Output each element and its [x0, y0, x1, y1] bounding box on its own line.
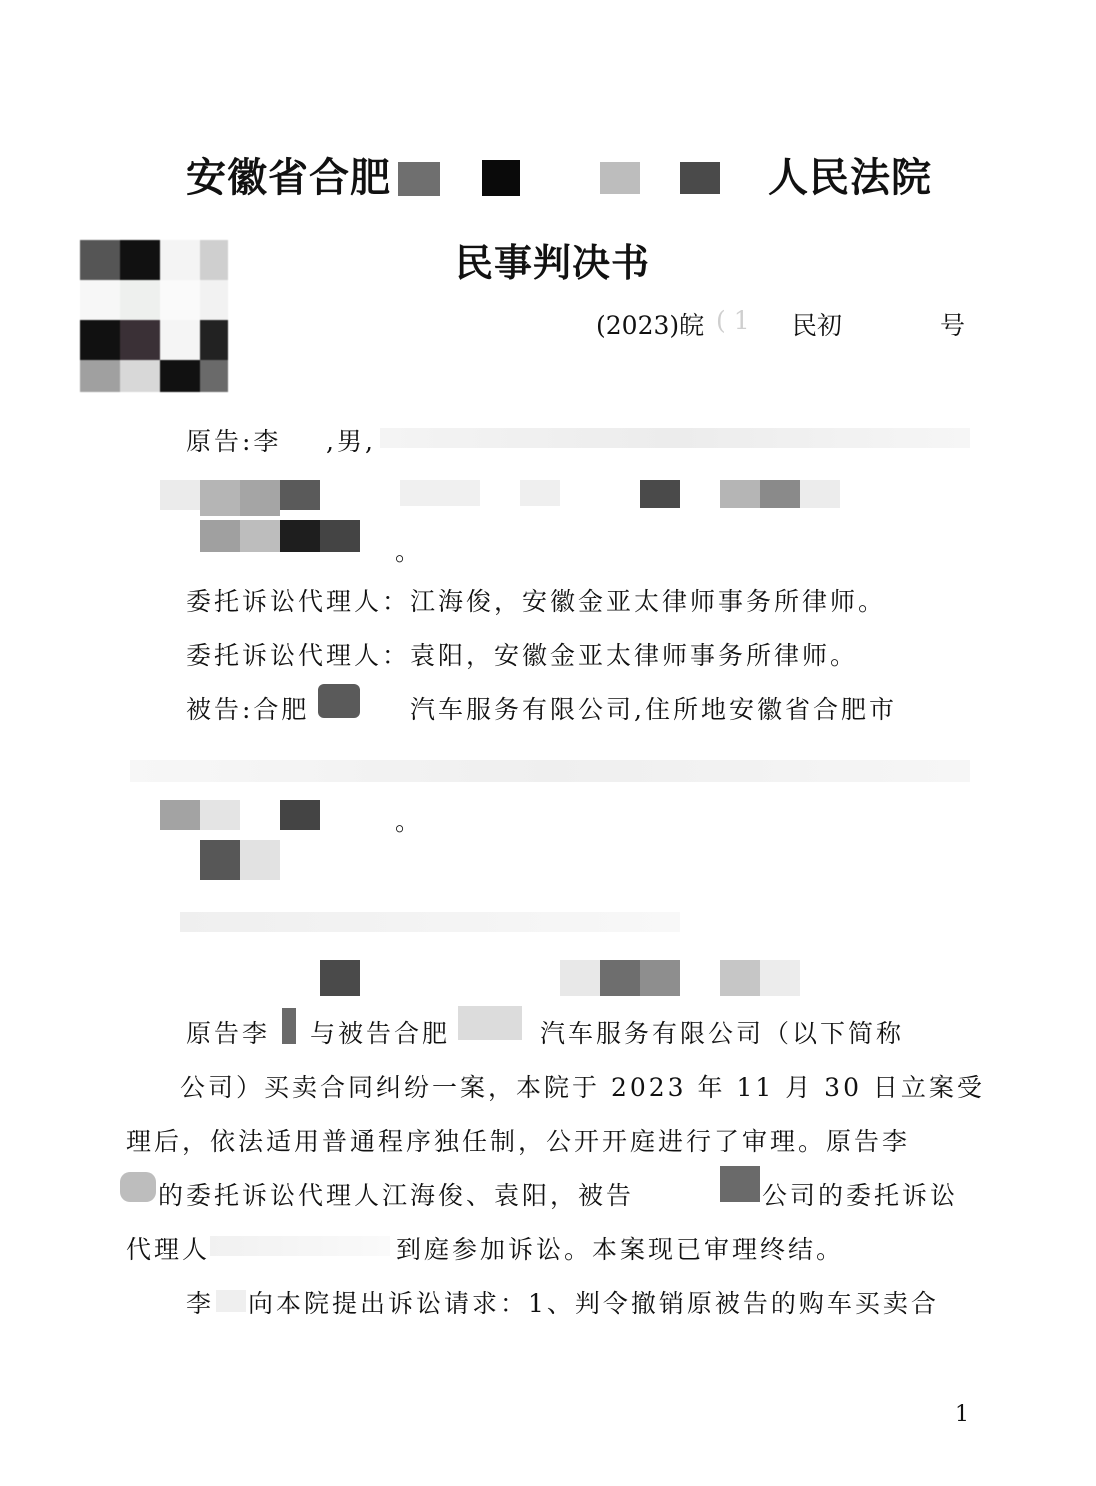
- body-line-4a: 的委托诉讼代理人江海俊、袁阳，被告: [158, 1181, 635, 1210]
- document-title: 民事判决书: [455, 241, 651, 285]
- defendant-info: 汽车服务有限公司,住所地安徽省合肥市: [410, 695, 897, 724]
- defendant-end: 。: [395, 807, 424, 836]
- plaintiff-agent-2: 委托诉讼代理人：袁阳，安徽金亚太律师事务所律师。: [186, 641, 859, 670]
- redaction-defendant-short: [720, 1166, 760, 1202]
- redaction-court-name: [398, 160, 760, 198]
- plaintiff-end: 。: [395, 537, 424, 566]
- case-number-year: (2023)皖: [596, 311, 705, 340]
- redaction-defendant-representative: [200, 840, 280, 880]
- redaction-plaintiff-name: [282, 1008, 296, 1044]
- body-line-6b: 向本院提出诉讼请求：1、判令撤销原被告的购车买卖合: [248, 1289, 939, 1318]
- redaction-defendant-agent: [180, 912, 680, 932]
- body-line-4b: 公司的委托诉讼: [762, 1181, 959, 1210]
- redaction-defendant-name: [318, 684, 360, 718]
- body-line-5a: 代理人: [126, 1235, 211, 1264]
- case-number-redacted: ( 1: [716, 306, 750, 335]
- body-line-1b: 与被告合肥: [310, 1019, 451, 1048]
- redaction-defendant-detail: [160, 800, 380, 836]
- redaction-defendant-agent-2: [180, 960, 840, 996]
- redaction-plaintiff-address: [160, 480, 970, 520]
- redaction-defendant-agent-name: [210, 1236, 390, 1256]
- court-name-left: 安徽省合肥: [186, 155, 391, 201]
- qr-code: [80, 240, 228, 392]
- redaction-plaintiff-id: [200, 520, 360, 556]
- plaintiff-label: 原告:李: [186, 427, 282, 456]
- page-number: 1: [955, 1402, 969, 1427]
- body-line-2: 公司）买卖合同纠纷一案，本院于 2023 年 11 月 30 日立案受: [180, 1073, 985, 1102]
- plaintiff-agent-1: 委托诉讼代理人：江海俊，安徽金亚太律师事务所律师。: [186, 587, 887, 616]
- body-line-1a: 原告李: [186, 1019, 271, 1048]
- defendant-label: 被告:合肥: [186, 695, 310, 724]
- court-name-right: 人民法院: [768, 155, 932, 201]
- redaction-plaintiff-name-2: [120, 1172, 156, 1202]
- case-number-suffix: 号: [940, 311, 966, 340]
- redaction-defendant-address: [130, 760, 970, 782]
- redaction-plaintiff-name-3: [216, 1290, 246, 1312]
- body-line-5b: 到庭参加诉讼。本案现已审理终结。: [396, 1235, 845, 1264]
- body-line-1c: 汽车服务有限公司（以下简称: [540, 1019, 905, 1048]
- plaintiff-gender: ,男,: [326, 427, 376, 456]
- case-number-type: 民初: [792, 311, 843, 340]
- body-line-3: 理后，依法适用普通程序独任制，公开开庭进行了审理。原告李: [126, 1127, 911, 1156]
- redaction-company-name: [458, 1006, 522, 1040]
- body-line-6a: 李: [186, 1289, 215, 1318]
- redaction-plaintiff-info: [380, 428, 970, 448]
